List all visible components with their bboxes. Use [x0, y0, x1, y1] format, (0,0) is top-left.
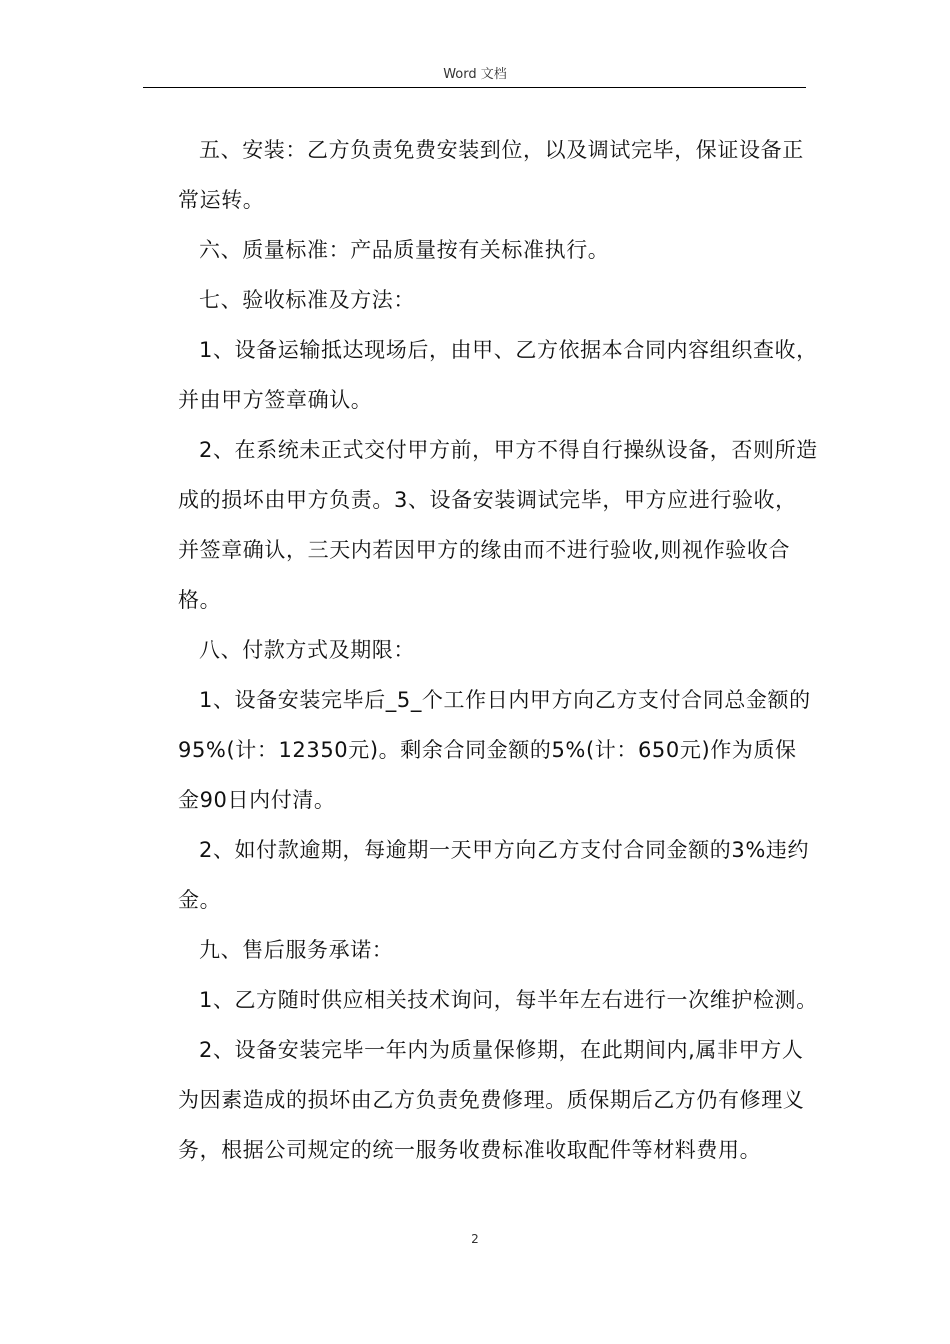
paragraph-payment-item-2: 2、如付款逾期，每逾期一天甲方向乙方支付合同金额的3%违约金。	[178, 838, 810, 912]
paragraph-acceptance-heading: 七、验收标准及方法：	[199, 288, 415, 312]
paragraph-quality-standard: 六、质量标准：产品质量按有关标准执行。	[199, 238, 610, 262]
paragraph-acceptance-item-1: 1、设备运输抵达现场后，由甲、乙方依据本合同内容组织查收，并由甲方签章确认。	[178, 338, 818, 412]
paragraph-acceptance-item-2: 2、在系统未正式交付甲方前，甲方不得自行操纵设备，否则所造成的损坏由甲方负责。3、设备安装调试完毕，甲方应进行验收，并签章确认，三天内若因甲方的缘由而不进行验收,则视作验收合格。	[178, 438, 818, 612]
page-header: Word 文档	[443, 67, 507, 82]
paragraph-service-item-2: 2、设备安装完毕一年内为质量保修期，在此期间内,属非甲方人为因素造成的损坏由乙方负责免费修理。质保期后乙方仍有修理义务，根据公司规定的统一服务收费标准收取配件等材料费用。	[178, 1038, 805, 1162]
paragraph-installation: 五、安装：乙方负责免费安装到位，以及调试完毕，保证设备正常运转。	[178, 138, 804, 212]
paragraph-payment-heading: 八、付款方式及期限：	[199, 638, 415, 662]
document-body	[178, 125, 818, 1175]
paragraph-service-heading: 九、售后服务承诺：	[199, 938, 394, 962]
header-divider	[143, 87, 806, 88]
paragraph-service-item-1: 1、乙方随时供应相关技术询问，每半年左右进行一次维护检测。	[199, 988, 818, 1012]
paragraph-payment-item-1: 1、设备安装完毕后_5_个工作日内甲方向乙方支付合同总金额的95%(计：12350元)。剩余合同金额的5%(计：650元)作为质保金90日内付清。	[178, 688, 811, 812]
page-number: 2	[471, 1232, 479, 1246]
